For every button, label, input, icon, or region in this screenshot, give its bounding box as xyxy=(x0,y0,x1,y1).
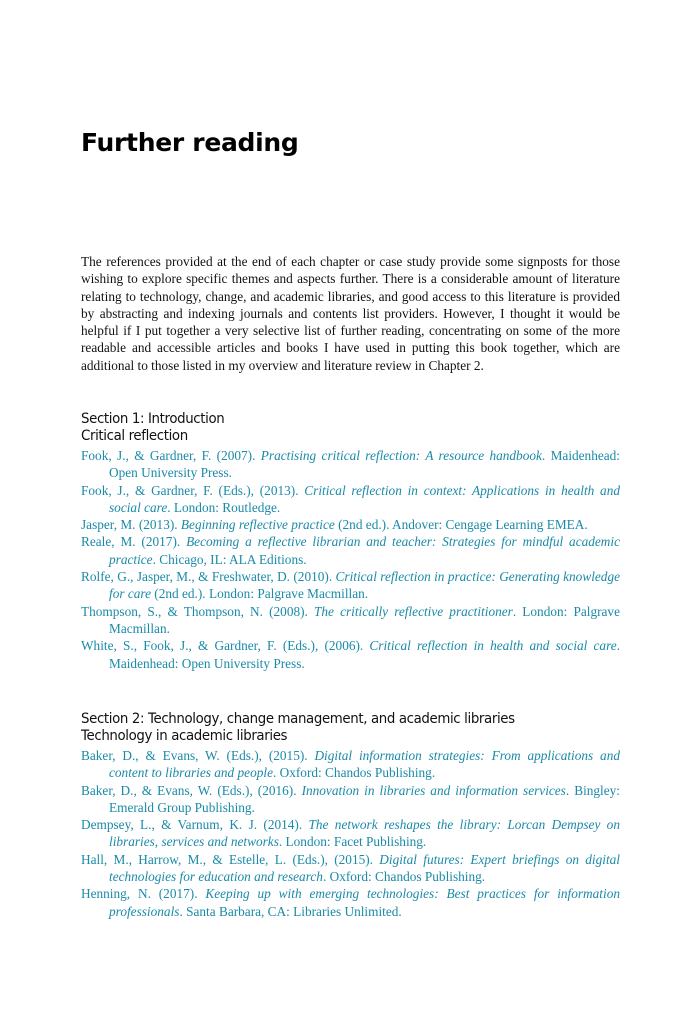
section-title: Section 1: Introduction xyxy=(81,411,225,427)
reference-list xyxy=(81,747,620,920)
reference-title: The network reshapes the library: Lorcan Dempsey on libraries, services and networks xyxy=(109,817,620,850)
reference-publisher: (2nd ed.). London: Palgrave Macmillan. xyxy=(150,586,369,602)
reference-publisher: . Bingley: Emerald Group Publishing. xyxy=(109,782,620,815)
reference-publisher: . Oxford: Chandos Publishing. xyxy=(322,869,486,885)
reference-item xyxy=(81,816,620,851)
reference-title: Keeping up with emerging technologies: Best practices for information professionals xyxy=(109,886,620,919)
reference-item xyxy=(81,482,620,517)
reference-item xyxy=(81,782,620,817)
reference-authors: Baker, D., & Evans, W. (Eds.), (2016). xyxy=(81,782,302,798)
reference-title: Critical reflection in practice: Generating knowledge for care xyxy=(109,569,620,602)
reference-publisher: . Maidenhead: Open University Press. xyxy=(109,638,620,671)
reference-publisher: . Santa Barbara, CA: Libraries Unlimited. xyxy=(179,903,402,919)
section-title: Section 2: Technology, change management, and academic libraries xyxy=(81,711,515,727)
reference-item xyxy=(81,603,620,638)
reference-authors: Henning, N. (2017). xyxy=(81,886,206,902)
reference-authors: Dempsey, L., & Varnum, K. J. (2014). xyxy=(81,817,309,833)
reference-publisher: . London: Palgrave Macmillan. xyxy=(109,603,620,636)
subsection-title: Technology in academic libraries xyxy=(81,728,288,744)
reference-authors: Fook, J., & Gardner, F. (Eds.), (2013). xyxy=(81,482,305,498)
reference-item xyxy=(81,516,620,533)
reference-item xyxy=(81,885,620,920)
section-1 xyxy=(81,411,620,672)
reference-title: Innovation in libraries and information services xyxy=(301,782,566,798)
reference-publisher: . Oxford: Chandos Publishing. xyxy=(272,765,436,781)
page-title: Further reading xyxy=(81,128,299,157)
reference-authors: Fook, J., & Gardner, F. (2007). xyxy=(81,448,261,463)
reference-publisher: . Chicago, IL: ALA Editions. xyxy=(152,551,307,567)
reference-publisher: (2nd ed.). Andover: Cengage Learning EMEA. xyxy=(334,517,588,533)
reference-publisher: . London: Facet Publishing. xyxy=(278,834,427,850)
reference-authors: Rolfe, G., Jasper, M., & Freshwater, D. (2010). xyxy=(81,569,336,585)
reference-title: Becoming a reflective librarian and teacher: Strategies for mindful academic practice xyxy=(109,534,620,567)
reference-authors: Reale, M. (2017). xyxy=(81,534,187,550)
reference-title: Critical reflection in context: Applications in health and social care xyxy=(109,482,620,515)
section-2 xyxy=(81,711,620,920)
subsection-title: Critical reflection xyxy=(81,428,188,444)
reference-title: Digital information strategies: From applications and content to libraries and people xyxy=(109,748,620,781)
reference-authors: Jasper, M. (2013). xyxy=(81,517,181,533)
reference-title: Practising critical reflection: A resource handbook xyxy=(260,448,542,463)
reference-authors: Baker, D., & Evans, W. (Eds.), (2015). xyxy=(81,748,315,763)
reference-authors: Thompson, S., & Thompson, N. (2008). xyxy=(81,603,315,619)
reference-authors: White, S., Fook, J., & Gardner, F. (Eds.), (2006). xyxy=(81,638,370,654)
reference-publisher: . London: Routledge. xyxy=(167,499,281,515)
reference-authors: Hall, M., Harrow, M., & Estelle, L. (Eds.), (2015). xyxy=(81,851,380,867)
reference-item xyxy=(81,637,620,672)
reference-list xyxy=(81,447,620,672)
reference-publisher: . Maidenhead: Open University Press. xyxy=(109,448,621,481)
reference-title: Digital futures: Expert briefings on digital technologies for education and research xyxy=(109,851,620,885)
reference-item xyxy=(81,568,620,603)
reference-item xyxy=(81,533,620,568)
reference-item xyxy=(81,851,620,886)
intro-paragraph: The references provided at the end of each chapter or case study provide some signposts for those wishing to explore specific themes and aspects further. There is a considerable amount of literature relating to technology, change, and academic libraries, and good access to this literature is provided by abstracting and indexing journals and contents list providers. However, I thought it would be helpful if I put together a very selective list of further reading, concentrating on some of the more readable and accessible articles and books I have used in putting this book together, which are additional to those listed in my overview and literature review in Chapter 2. xyxy=(81,254,620,373)
reference-title: Beginning reflective practice xyxy=(180,517,335,533)
reference-item xyxy=(81,447,620,482)
reference-title: The critically reflective practitioner xyxy=(314,603,513,619)
reference-title: Critical reflection in health and social care xyxy=(369,638,617,654)
reference-item xyxy=(81,747,620,782)
